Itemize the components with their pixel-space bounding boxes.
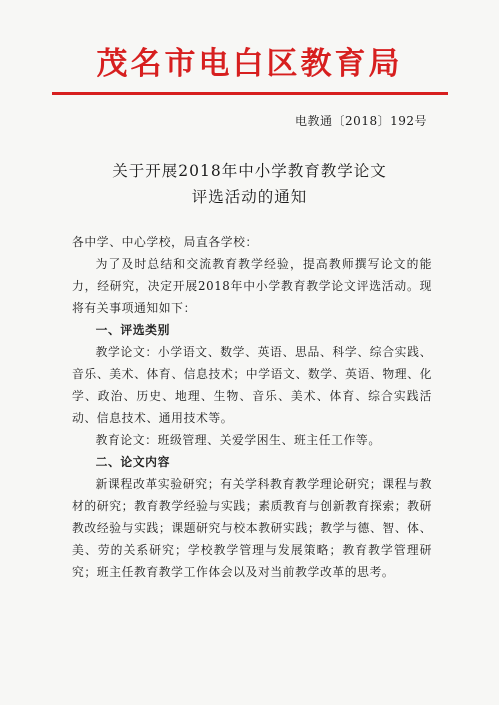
document-number: 电教通〔2018〕192号 [295, 114, 427, 128]
section-1-paragraph-teaching: 教学论文：小学语文、数学、英语、思品、科学、综合实践、音乐、美术、体育、信息技术；中学语文、数学、英语、物理、化学、政治、历史、地理、生物、音乐、美术、体育、综合实践活动、信息技术、通用技术等。 [72, 345, 432, 425]
section-1-heading: 一、评选类别 [95, 323, 170, 337]
document-title [0, 158, 499, 210]
section-2-paragraph: 新课程改革实验研究；有关学科教育教学理论研究；课程与教材的研究；教育教学经验与实践；素质教育与创新教育探索；教研教改经验与实践；课题研究与校本教研实践；教学与德、智、体、美、劳的关系研究；学校教学管理与发展策略；教育教学管理研究；班主任教育教学工作体会以及对当前教学改革的思考。 [72, 477, 432, 579]
section-2-heading: 二、论文内容 [95, 455, 170, 469]
salutation: 各中学、中心学校，局直各学校： [72, 235, 258, 249]
letterhead-red-rule [52, 92, 448, 95]
document-title-line-2: 评选活动的通知 [191, 188, 308, 206]
intro-paragraph: 为了及时总结和交流教育教学经验，提高教师撰写论文的能力，经研究，决定开展2018年中小学教育教学论文评选活动。现将有关事项通知如下： [72, 257, 432, 315]
document-body [72, 231, 432, 583]
letterhead-title: 茂名市电白区教育局 [96, 46, 403, 82]
section-1-paragraph-education: 教育论文：班级管理、关爱学困生、班主任工作等。 [95, 433, 381, 447]
document-title-line-1: 关于开展2018年中小学教育教学论文 [112, 162, 387, 180]
